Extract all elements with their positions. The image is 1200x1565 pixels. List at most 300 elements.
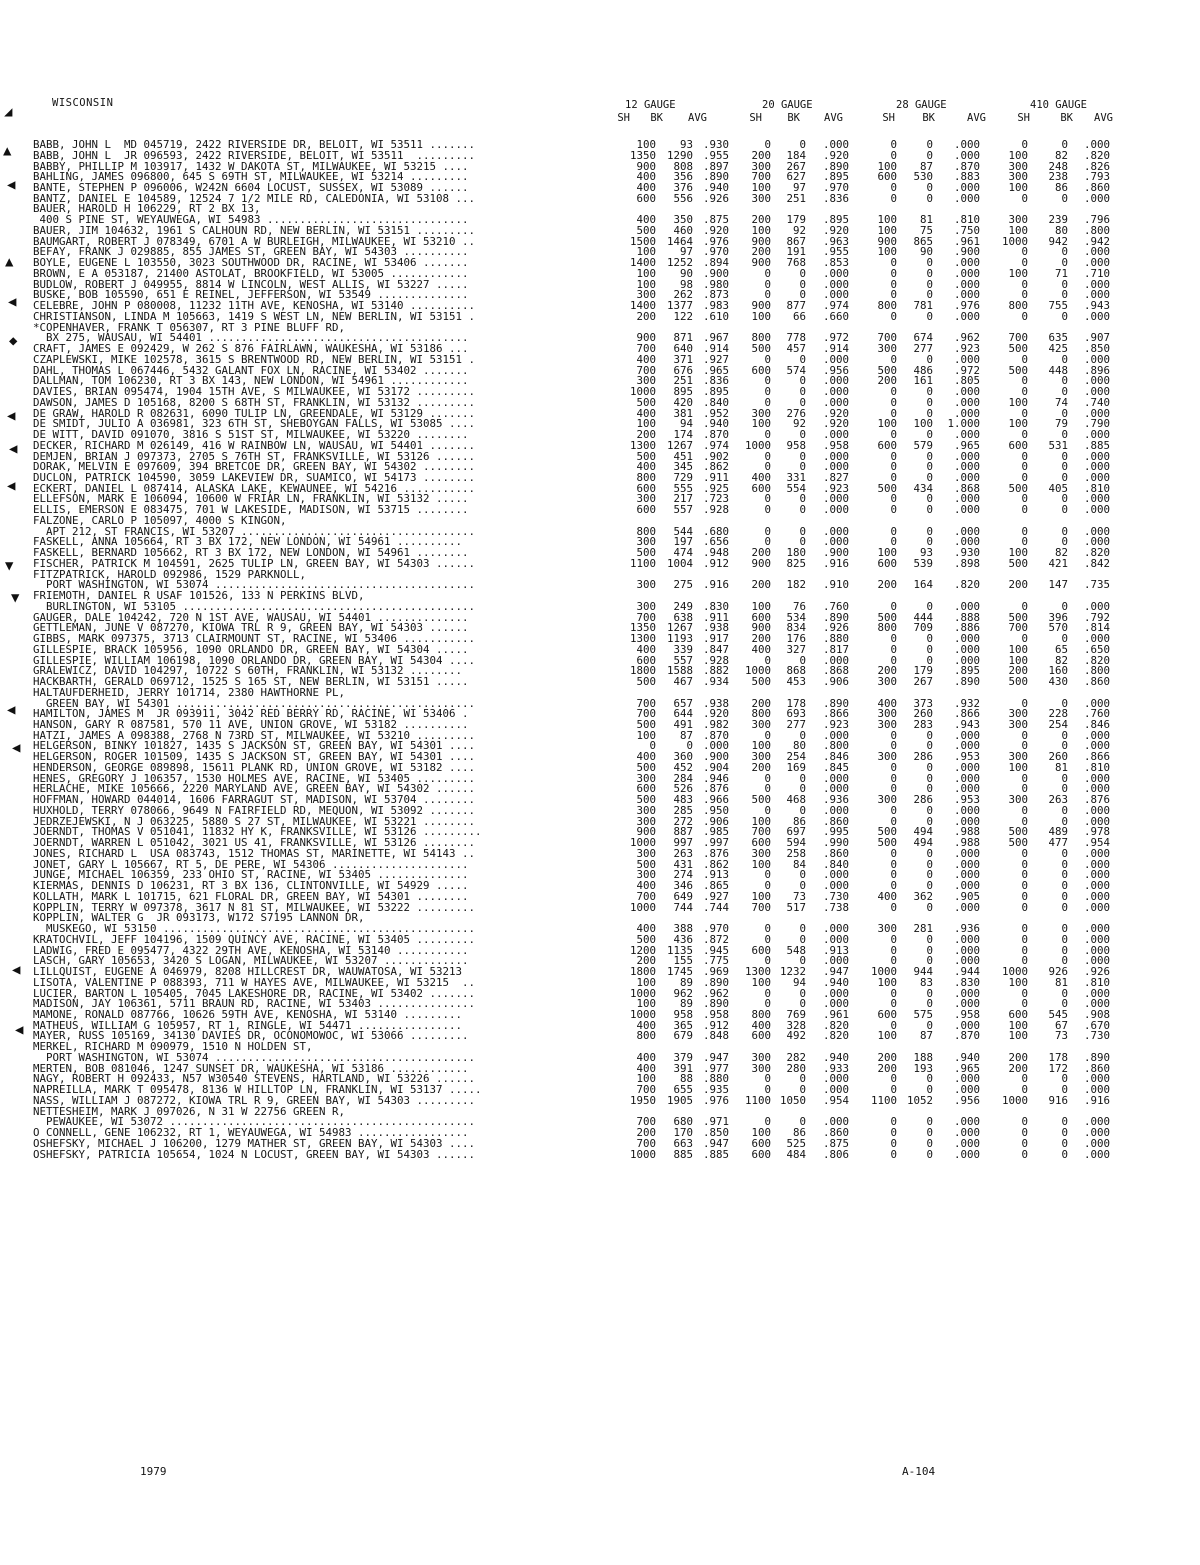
shooter-name-address: KIERMAS, DENNIS D 106231, RT 3 BX 136, CLINTONVILLE, WI 54929 ..... (33, 879, 469, 893)
score-cell: .790 (1083, 417, 1110, 431)
score-cell: 1267 (666, 438, 693, 452)
score-cell: 400 (636, 1018, 656, 1032)
score-cell: .953 (953, 750, 980, 764)
score-cell: .940 (702, 417, 729, 431)
score-cell: .917 (702, 632, 729, 645)
score-cell: .902 (702, 449, 729, 463)
shooter-name-address: LASCH, GARY 105653, 3420 S LOGAN, MILWAUKEE, WI 53207 ............. (33, 954, 469, 968)
score-cell: 0 (926, 1083, 933, 1097)
score-cell: 0 (926, 642, 933, 656)
score-cell: 1252 (666, 256, 693, 270)
score-cell: .971 (702, 1115, 729, 1129)
score-cell: 238 (1048, 170, 1068, 184)
score-cell: .000 (1083, 857, 1110, 871)
score-cell: 926 (1048, 965, 1068, 978)
score-cell: .820 (1083, 653, 1110, 667)
score-cell: 300 (751, 750, 771, 764)
score-cell: 600 (877, 556, 897, 570)
score-cell: .955 (702, 148, 729, 162)
score-cell: 0 (1061, 879, 1068, 893)
score-cell: .750 (953, 223, 980, 237)
score-cell: 400 (636, 1061, 656, 1075)
score-cell: 0 (1061, 524, 1068, 538)
score-cell: .870 (953, 1029, 980, 1043)
score-cell: .000 (1083, 954, 1110, 968)
score-cell: .000 (702, 739, 729, 753)
score-cell: .905 (953, 889, 980, 903)
score-cell: .920 (822, 148, 849, 162)
score-cell: .000 (953, 814, 980, 828)
score-cell: 494 (913, 836, 933, 850)
score-cell: .980 (702, 277, 729, 291)
score-cell: 0 (764, 954, 771, 968)
column-header: BK (922, 112, 935, 124)
score-cell: 100 (1008, 642, 1028, 656)
shooter-name-address: DAWSON, JAMES D 105168, 8200 S 68TH ST, FRANKLIN, WI 53132 ......... (33, 395, 476, 409)
score-cell: 700 (636, 610, 656, 624)
score-cell: 962 (673, 986, 693, 1000)
shooter-name-address: JONET, GARY L 105667, RT 5, DE PERE, WI 54306 ..................... (33, 857, 469, 871)
score-cell: 1267 (666, 621, 693, 635)
score-cell: 0 (890, 1115, 897, 1129)
score-cell: 0 (926, 288, 933, 302)
score-cell: 0 (1061, 814, 1068, 828)
score-cell: 350 (673, 213, 693, 227)
score-cell: .817 (822, 642, 849, 656)
shooter-name-address: MUSKEGO, WI 53150 ................................................ (33, 922, 476, 935)
score-cell: 0 (764, 922, 771, 935)
score-cell: .900 (822, 546, 849, 560)
score-cell: .000 (953, 148, 980, 162)
score-cell: .907 (1083, 331, 1110, 345)
score-cell: 436 (673, 932, 693, 946)
score-cell: 0 (890, 256, 897, 270)
score-cell: .860 (822, 846, 849, 860)
score-cell: 371 (673, 352, 693, 366)
score-cell: 800 (636, 524, 656, 538)
score-cell: .972 (822, 331, 849, 345)
score-cell: .000 (1083, 492, 1110, 506)
score-cell: 263 (1048, 793, 1068, 807)
score-cell: 300 (636, 288, 656, 302)
score-cell: 82 (1054, 148, 1068, 162)
score-cell: 800 (877, 621, 897, 635)
score-cell: 0 (890, 406, 897, 420)
score-cell: .000 (1083, 406, 1110, 420)
shooter-name-address: HENDERSON, GEORGE 089898, 15611 PLANK RD, UNION GROVE, WI 53182 .... (33, 760, 476, 774)
score-cell: 82 (1054, 546, 1068, 560)
score-cell: 548 (786, 943, 806, 957)
score-cell: .860 (1083, 675, 1110, 688)
score-cell: .923 (822, 718, 849, 731)
score-cell: 1050 (779, 1093, 806, 1107)
score-cell: 0 (1021, 309, 1028, 323)
score-cell: 0 (1021, 245, 1028, 259)
score-cell: 81 (919, 213, 933, 227)
score-cell: 0 (926, 138, 933, 151)
score-cell: .862 (702, 460, 729, 474)
score-cell: 81 (1054, 760, 1068, 774)
score-cell: 100 (636, 266, 656, 280)
shooter-name-address: CELEBRE, JOHN P 080008, 11232 11TH AVE, KENOSHA, WI 53140 .......... (33, 299, 476, 313)
score-cell: 1588 (666, 664, 693, 678)
score-cell: 1350 (629, 148, 656, 162)
score-cell: 700 (1008, 331, 1028, 345)
score-cell: 0 (764, 653, 771, 667)
score-cell: 0 (764, 492, 771, 506)
shooter-name-address: DORAK, MELVIN E 097609, 394 BRETCOE DR, GREEN BAY, WI 54302 ........ (33, 460, 476, 474)
score-cell: 300 (751, 159, 771, 173)
score-cell: 0 (890, 728, 897, 742)
score-cell: 0 (926, 1072, 933, 1086)
score-cell: 700 (751, 900, 771, 914)
score-cell: 0 (926, 857, 933, 871)
score-cell: .890 (822, 610, 849, 624)
score-cell: 0 (890, 309, 897, 323)
score-cell: .792 (1083, 610, 1110, 624)
score-cell: 300 (751, 846, 771, 860)
score-cell: 0 (1061, 245, 1068, 259)
score-cell: 239 (1048, 213, 1068, 227)
shooter-name-address: JOERNDT, THOMAS V 051041, 11832 HY K, FRANKSVILLE, WI 53126 ......... (33, 825, 482, 839)
score-cell: 1135 (666, 943, 693, 957)
score-cell: .000 (1083, 632, 1110, 645)
score-cell: 300 (1008, 213, 1028, 227)
score-cell: 500 (877, 836, 897, 850)
score-cell: 825 (786, 556, 806, 570)
score-cell: 1100 (629, 556, 656, 570)
score-cell: 379 (673, 1050, 693, 1064)
score-cell: 868 (786, 664, 806, 678)
score-cell: 0 (764, 449, 771, 463)
score-cell: 557 (673, 653, 693, 667)
score-cell: .942 (1083, 234, 1110, 248)
score-cell: 600 (636, 503, 656, 517)
score-cell: 400 (636, 879, 656, 893)
score-cell: 160 (1048, 664, 1068, 678)
score-cell: .876 (702, 846, 729, 860)
score-cell: 0 (890, 138, 897, 151)
shooter-name-address: HERLACHE, MIKE 105666, 2220 MARYLAND AVE, GREEN BAY, WI 54302 ...... (33, 782, 476, 796)
score-cell: .000 (953, 535, 980, 549)
score-cell: 0 (1061, 470, 1068, 484)
score-cell: 0 (926, 1126, 933, 1140)
score-cell: .730 (1083, 1029, 1110, 1043)
score-cell: .000 (822, 288, 849, 302)
score-cell: .000 (1083, 460, 1110, 474)
score-cell: .000 (1083, 879, 1110, 893)
score-cell: 0 (799, 352, 806, 366)
score-cell: .000 (953, 932, 980, 946)
score-cell: 877 (786, 299, 806, 313)
shooter-name-address: OSHEFSKY, MICHAEL J 106200, 1279 MATHER ST, GREEN BAY, WI 54303 .... (33, 1136, 476, 1150)
score-cell: 500 (636, 223, 656, 237)
score-cell: .890 (702, 170, 729, 184)
score-cell: .000 (953, 352, 980, 366)
score-cell: 0 (926, 760, 933, 774)
score-cell: 300 (1008, 750, 1028, 764)
score-cell: 0 (799, 395, 806, 409)
score-cell: 700 (636, 707, 656, 721)
score-cell: 534 (786, 610, 806, 624)
shooter-name-address: MAYER, RUSS 105169, 34130 DAVIES DR, OCONOMOWOC, WI 53066 ......... (33, 1029, 469, 1043)
score-cell: 640 (673, 342, 693, 356)
score-cell: 193 (913, 1061, 933, 1075)
shooter-name-address: MAMONE, RONALD 087766, 10626 59TH AVE, KENOSHA, WI 53140 ......... (33, 1007, 463, 1021)
score-cell: .976 (702, 1093, 729, 1107)
score-cell: 200 (877, 1050, 897, 1064)
score-cell: .000 (953, 181, 980, 194)
score-cell: 0 (1021, 954, 1028, 968)
score-cell: 594 (786, 836, 806, 850)
score-cell: 0 (1061, 803, 1068, 817)
score-cell: .000 (822, 352, 849, 366)
score-cell: 400 (636, 1050, 656, 1064)
shooter-name-address: JOERNDT, WARREN L 051042, 3021 US 41, FRANKSVILLE, WI 53126 ........ (33, 836, 476, 850)
shooter-name-address: GILLESPIE, BRACK 105956, 1090 ORLANDO DR, GREEN BAY, WI 54304 ..... (33, 642, 469, 656)
score-cell: 300 (636, 771, 656, 785)
score-cell: 1905 (666, 1093, 693, 1107)
score-cell: 0 (686, 739, 693, 753)
score-cell: 97 (679, 245, 693, 259)
shooter-name-address: GETTLEMAN, JUNE V 087270, KIOWA TRL R 9, GREEN BAY, WI 54303 ...... (33, 621, 469, 635)
score-cell: 1000 (629, 1147, 656, 1161)
shooter-name-address: LADWIG, FRED E 095477, 4322 29TH AVE, KENOSHA, WI 53140 ........... (33, 943, 469, 957)
score-cell: 300 (751, 406, 771, 420)
score-cell: 373 (913, 696, 933, 710)
score-cell: 200 (1008, 1061, 1028, 1075)
score-cell: .000 (1083, 374, 1110, 388)
score-cell: 644 (673, 707, 693, 721)
score-cell: 200 (877, 578, 897, 592)
score-cell: .974 (822, 299, 849, 313)
score-cell: .000 (953, 632, 980, 645)
shooter-name-address: HANSON, GARY R 087581, 570 11 AVE, UNION GROVE, WI 53182 .......... (33, 718, 469, 731)
score-cell: 744 (673, 900, 693, 914)
score-cell: .000 (1083, 1136, 1110, 1150)
score-cell: 0 (890, 879, 897, 893)
score-cell: 1300 (744, 965, 771, 978)
score-cell: .836 (702, 374, 729, 388)
score-cell: .000 (1083, 782, 1110, 796)
score-cell: 452 (673, 760, 693, 774)
score-cell: 0 (1021, 1136, 1028, 1150)
score-cell: 100 (751, 739, 771, 753)
score-cell: .000 (1083, 771, 1110, 785)
score-cell: 197 (673, 535, 693, 549)
score-cell: .000 (953, 395, 980, 409)
score-cell: 179 (913, 664, 933, 678)
shooter-name-address: FRIEMOTH, DANIEL R USAF 101526, 133 N PERKINS BLVD, (33, 589, 365, 603)
score-cell: 0 (1061, 599, 1068, 613)
score-cell: .000 (1083, 739, 1110, 753)
shooter-name-address: BANTE, STEPHEN P 096006, W242N 6604 LOCUST, SUSSEX, WI 53089 ...... (33, 181, 469, 194)
score-cell: .866 (822, 707, 849, 721)
score-cell: .906 (822, 675, 849, 688)
score-cell: 300 (877, 922, 897, 935)
score-cell: 0 (764, 1115, 771, 1129)
score-cell: 0 (926, 181, 933, 194)
shooter-name-address: GAUGER, DALE 104242, 720 N 1ST AVE, WAUSAU, WI 54401 .............. (33, 610, 469, 624)
score-cell: .898 (953, 556, 980, 570)
shooter-name-address: MADISON, JAY 106361, 5711 BRAUN RD, RACINE, WI 53403 ............... (33, 997, 476, 1011)
score-cell: 100 (636, 975, 656, 989)
score-cell: 0 (764, 374, 771, 388)
score-cell: 76 (792, 599, 806, 613)
score-cell: 300 (877, 707, 897, 721)
score-cell: 0 (890, 782, 897, 796)
score-cell: .954 (1083, 836, 1110, 850)
score-cell: 286 (913, 750, 933, 764)
score-cell: 300 (1008, 793, 1028, 807)
score-cell: .000 (1083, 943, 1110, 957)
score-cell: .972 (953, 363, 980, 377)
score-cell: 500 (751, 342, 771, 356)
score-cell: 164 (913, 578, 933, 592)
score-cell: 0 (926, 986, 933, 1000)
score-cell: 0 (799, 922, 806, 935)
score-cell: 0 (890, 449, 897, 463)
score-cell: 365 (673, 1018, 693, 1032)
score-cell: 1200 (629, 943, 656, 957)
score-cell: 300 (636, 599, 656, 613)
score-cell: 500 (636, 932, 656, 946)
score-cell: .983 (702, 299, 729, 313)
shooter-name-address: DECKER, RICHARD M 026149, 416 W RAINBOW LN, WAUSAU, WI 54401 ....... (33, 438, 476, 452)
score-cell: 0 (1021, 632, 1028, 645)
score-cell: .845 (822, 760, 849, 774)
score-cell: .000 (953, 385, 980, 398)
score-cell: .926 (1083, 965, 1110, 978)
score-cell: 169 (786, 760, 806, 774)
score-cell: 525 (786, 1136, 806, 1150)
score-cell: .962 (953, 331, 980, 345)
score-cell: 1000 (629, 986, 656, 1000)
score-cell: 0 (1021, 374, 1028, 388)
score-cell: .846 (822, 750, 849, 764)
score-cell: 600 (1008, 1007, 1028, 1021)
score-cell: 147 (1048, 578, 1068, 592)
score-cell: 0 (1061, 997, 1068, 1011)
score-cell: .912 (702, 1018, 729, 1032)
score-cell: .000 (953, 1126, 980, 1140)
score-cell: 0 (890, 352, 897, 366)
score-cell: .916 (1083, 1093, 1110, 1107)
shooter-name-address: GIBBS, MARK 097375, 3713 CLAIRMOUNT ST, RACINE, WI 53406 ........... (33, 632, 476, 645)
score-cell: 1000 (629, 385, 656, 398)
score-cell: 500 (1008, 836, 1028, 850)
score-cell: 100 (751, 889, 771, 903)
score-cell: 100 (877, 975, 897, 989)
score-cell: 300 (751, 718, 771, 731)
score-cell: 267 (786, 159, 806, 173)
score-cell: 0 (926, 846, 933, 860)
score-cell: .923 (953, 342, 980, 356)
score-cell: 0 (1021, 739, 1028, 753)
shooter-name-address: DALLMAN, TOM 106230, RT 3 BX 143, NEW LONDON, WI 54961 ............ (33, 374, 469, 388)
footer-page-number: A-104 (902, 1465, 936, 1478)
score-cell: 1000 (1001, 965, 1028, 978)
score-cell: 0 (890, 535, 897, 549)
score-cell: 539 (913, 556, 933, 570)
score-cell: 93 (679, 138, 693, 151)
score-cell: .997 (702, 836, 729, 850)
shooter-name-address: PORT WASHINGTON, WI 53074 ........................................ (33, 578, 476, 592)
shooter-name-address: DEMJEN, BRIAN J 097373, 2705 S 76TH ST, FRANKSVILLE, WI 53126 ...... (33, 449, 476, 463)
score-cell: .000 (1083, 1126, 1110, 1140)
score-cell: 0 (926, 900, 933, 914)
score-cell: 400 (751, 642, 771, 656)
score-cell: .000 (822, 954, 849, 968)
score-cell: .912 (702, 556, 729, 570)
score-cell: 100 (1008, 975, 1028, 989)
score-cell: 1377 (666, 299, 693, 313)
score-cell: 500 (877, 610, 897, 624)
score-cell: 900 (751, 256, 771, 270)
score-cell: 600 (636, 782, 656, 796)
score-cell: .963 (822, 234, 849, 248)
score-cell: .000 (953, 138, 980, 151)
score-cell: .860 (822, 1126, 849, 1140)
score-cell: 729 (673, 470, 693, 484)
score-cell: 556 (673, 191, 693, 205)
score-cell: 0 (1061, 1115, 1068, 1129)
score-cell: 0 (926, 449, 933, 463)
score-cell: .943 (1083, 299, 1110, 313)
score-cell: .000 (953, 191, 980, 205)
score-cell: 260 (913, 707, 933, 721)
score-cell: 0 (890, 288, 897, 302)
score-cell: .810 (953, 213, 980, 227)
score-cell: .938 (702, 621, 729, 635)
score-cell: 500 (636, 793, 656, 807)
score-cell: 0 (1061, 535, 1068, 549)
score-cell: 300 (751, 1061, 771, 1075)
score-cell: .952 (702, 406, 729, 420)
score-cell: 0 (1061, 352, 1068, 366)
score-cell: 0 (1021, 256, 1028, 270)
score-cell: 500 (877, 481, 897, 495)
score-cell: 649 (673, 889, 693, 903)
score-cell: 500 (636, 546, 656, 560)
shooter-name-address: JONES, RICHARD L USA 083743, 1512 THOMAS ST, MARINETTE, WI 54143 .. (33, 846, 476, 860)
score-cell: 328 (786, 1018, 806, 1032)
score-cell: .000 (1083, 1115, 1110, 1129)
shooter-name-address: JUNGE, MICHAEL 106359, 233 OHIO ST, RACINE, WI 53405 .............. (33, 868, 469, 882)
score-cell: 98 (679, 277, 693, 291)
score-cell: 0 (764, 385, 771, 398)
score-cell: 400 (636, 213, 656, 227)
shooter-name-address: LUCIER, BARTON L 105405, 7045 LAKESHORE DR, RACINE, WI 53402 ....... (33, 986, 476, 1000)
score-cell: .000 (822, 277, 849, 291)
score-cell: 0 (890, 181, 897, 194)
score-cell: 0 (1021, 857, 1028, 871)
score-cell: 300 (1008, 170, 1028, 184)
score-cell: 327 (786, 642, 806, 656)
score-cell: 400 (751, 1018, 771, 1032)
score-cell: .933 (822, 1061, 849, 1075)
score-cell: 356 (673, 170, 693, 184)
score-cell: .800 (1083, 664, 1110, 678)
score-cell: 184 (786, 148, 806, 162)
score-cell: 0 (799, 385, 806, 398)
score-cell: 0 (1021, 535, 1028, 549)
shooter-name-address: MATHEUS, WILLIAM G 105957, RT 1, RINGLE, WI 54471 ................ (33, 1018, 463, 1032)
score-cell: 0 (1021, 428, 1028, 441)
score-cell: 176 (786, 632, 806, 645)
score-cell: .934 (702, 675, 729, 688)
shooter-name-address: FITZPATRICK, HAROLD 092986, 1529 PARKNOLL, (33, 567, 307, 581)
